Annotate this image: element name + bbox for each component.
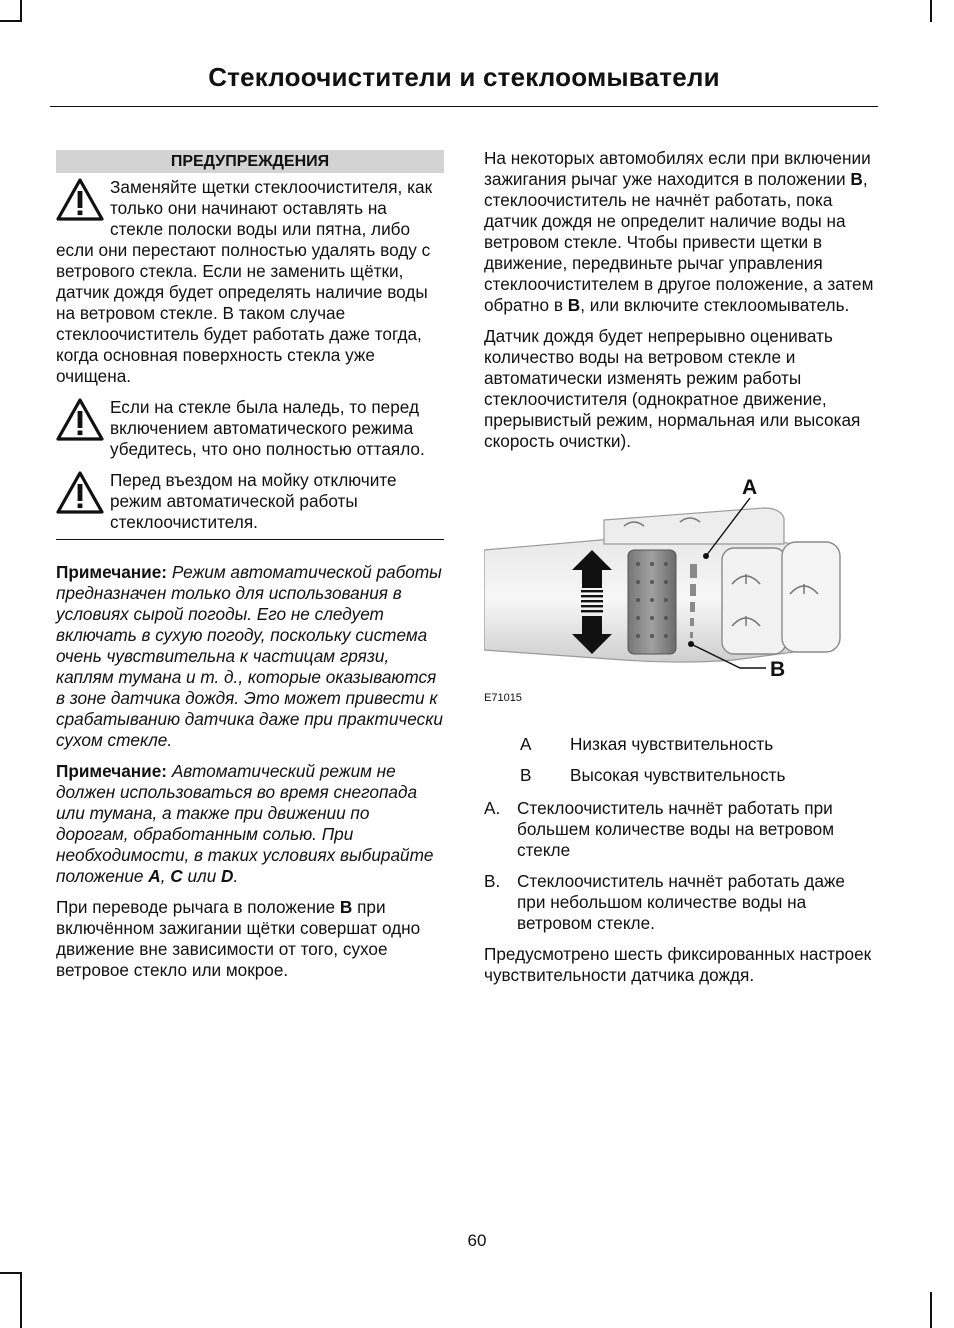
position-b: B: [850, 169, 863, 189]
note-label: Примечание:: [56, 761, 168, 781]
legend-row: [520, 734, 874, 755]
crop-mark: [0, 1272, 22, 1274]
legend-row: [520, 765, 874, 786]
note-text: Автоматический режим не должен использоваться во время снегопада или тумана, а также при движении по дорогам, обработанным солью. При необходимости, в таких условиях выбирайте положение: [56, 761, 434, 886]
list-text: Стеклоочиститель начнёт работать при большем количестве воды на ветровом стекле: [517, 798, 835, 860]
warning-block: [56, 177, 444, 387]
list-key: A.: [484, 798, 501, 818]
body-paragraph: Датчик дождя будет непрерывно оценивать количество воды на ветровом стекле и автоматически изменять режим работы стеклоочистителя (однократное движение, прерывистый режим, нормальная или высокая скорость очистки).: [484, 326, 861, 451]
wiper-stalk-illustration: [484, 464, 874, 684]
position-b: B: [339, 897, 353, 917]
legend-key: A: [520, 734, 532, 754]
title-divider: [50, 106, 878, 107]
legend-key: B: [520, 765, 532, 785]
warning-triangle-icon: [56, 470, 104, 516]
note-text: Режим автоматической работы предназначен только для использования в условиях сырой погоды. Его не следует включать в сухую погоду, поскольку система очень чувствительна к частицам грязи, каплям тумана и т. д., которые оказываются в зоне датчика дождя. Это может привести к срабатыванию датчика даже при практически сухом стекле.: [56, 562, 443, 750]
note-label: Примечание:: [56, 562, 168, 582]
body-paragraph: [56, 897, 444, 981]
note-paragraph: [56, 562, 444, 751]
warnings-heading: ПРЕДУПРЕЖДЕНИЯ: [56, 150, 444, 173]
legend-text: Низкая чувствительность: [570, 734, 774, 754]
figure-legend: [520, 734, 874, 786]
figure-label-a: A: [742, 476, 758, 499]
position-b: B: [567, 295, 581, 315]
list-item: [484, 798, 874, 861]
position-d: D: [221, 866, 234, 886]
warnings-divider: [56, 539, 444, 540]
list-key: B.: [484, 871, 501, 891]
left-column: [56, 150, 444, 991]
crop-mark: [930, 0, 932, 22]
figure-label-b: B: [770, 658, 786, 681]
text: , или включите стеклоомыватель.: [580, 295, 850, 315]
warning-text: Перед въездом на мойку отключите режим автоматической работы стеклоочистителя.: [110, 470, 397, 532]
body-paragraph: Предусмотрено шесть фиксированных настроек чувствительности датчика дождя.: [484, 944, 872, 985]
crop-mark: [20, 1272, 22, 1328]
period: .: [233, 866, 239, 886]
figure-code: E71015: [484, 692, 522, 704]
warning-triangle-icon: [56, 397, 104, 443]
note-paragraph: [56, 761, 444, 887]
or-word: или: [187, 866, 217, 886]
crop-mark: [930, 1292, 932, 1328]
page-number: 60: [467, 1231, 487, 1250]
warning-block: [56, 397, 444, 460]
position-c: C: [170, 866, 183, 886]
right-column: [484, 148, 874, 996]
crop-mark: [0, 20, 22, 22]
crop-mark: [20, 0, 22, 22]
list-item: [484, 871, 874, 934]
separator: ,: [160, 866, 166, 886]
body-paragraph: [484, 148, 874, 316]
text: при включённом зажигании щётки совершат одно движение вне зависимости от того, сухое ветровое стекло или мокрое.: [56, 897, 421, 980]
warning-block: [56, 470, 444, 533]
warning-text: Если на стекле была наледь, то перед включением автоматического режима убедитесь, что оно полностью оттаяло.: [110, 397, 425, 459]
position-a: A: [148, 866, 161, 886]
legend-text: Высокая чувствительность: [570, 765, 786, 785]
wiper-stalk-figure: [484, 464, 874, 714]
text: При переводе рычага в положение: [56, 897, 336, 917]
warning-text: Заменяйте щетки стеклоочистителя, как только они начинают оставлять на стекле полоски воды или пятна, либо если они перестают полностью удалять воду с ветрового стекла. Если не заменить щётки, датчик дождя будет определять наличие воды на ветровом стекле. В таком случае стеклоочиститель будет работать даже тогда, когда основная поверхность стекла уже очищена.: [56, 177, 433, 386]
list-text: Стеклоочиститель начнёт работать даже при небольшом количестве воды на ветровом стекле.: [517, 871, 845, 933]
text: На некоторых автомобилях если при включении зажигания рычаг уже находится в положении: [484, 148, 871, 189]
text: , стеклоочиститель не начнёт работать, пока датчик дождя не определит наличие воды на ветровом стекле. Чтобы привести щетки в движение, передвиньте рычаг управления стеклоочистителем в другое положение, а затем обратно в: [484, 169, 874, 315]
page-title: Стеклоочистители и стеклоомыватели: [208, 62, 720, 92]
warning-triangle-icon: [56, 177, 104, 223]
sensitivity-list: [484, 798, 874, 934]
